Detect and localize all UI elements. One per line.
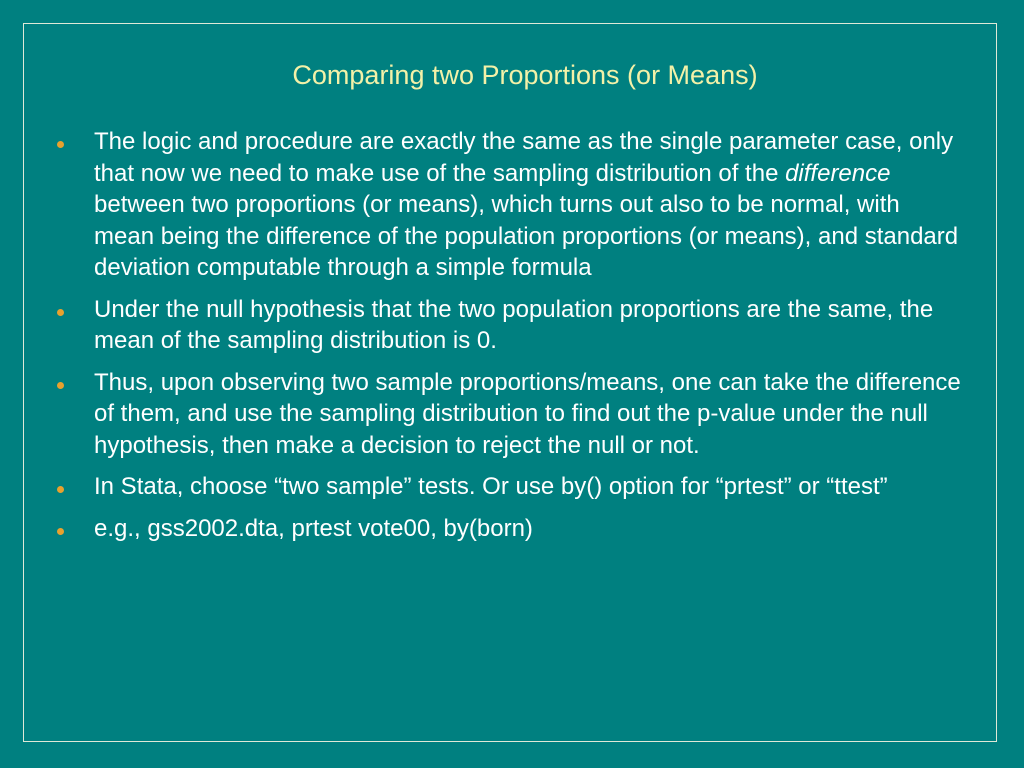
bullet-text-5: e.g., gss2002.dta, prtest vote00, by(born) bbox=[94, 514, 533, 542]
bullet-text-4: In Stata, choose “two sample” tests. Or use by() option for “prtest” or “ttest” bbox=[94, 473, 888, 500]
bullet-dot-icon bbox=[57, 309, 64, 316]
bullet-text-1 bbox=[94, 128, 958, 281]
bullet-item-4 bbox=[54, 471, 964, 503]
bullet-item-3 bbox=[54, 367, 964, 462]
bullet-text-3: Thus, upon observing two sample proportions/means, one can take the difference of them, and use the sampling distribution to find out the p-value under the null hypothesis, then make a decision to reject the null or not. bbox=[94, 368, 961, 459]
bullet-text-2: Under the null hypothesis that the two population proportions are the same, the mean of the sampling distribution is 0. bbox=[94, 295, 934, 354]
bullet-text-1-part-1: The logic and procedure are exactly the same as the single parameter case, only that now we need to make use of the sampling distribution of the bbox=[94, 128, 954, 187]
bullet-item-1 bbox=[54, 126, 964, 284]
slide-title: Comparing two Proportions (or Means) bbox=[292, 60, 758, 90]
bullet-dot-icon bbox=[57, 382, 64, 389]
bullet-dot-icon bbox=[57, 486, 64, 493]
bullet-item-2 bbox=[54, 294, 964, 357]
bullet-dot-icon bbox=[57, 141, 64, 148]
bullet-list bbox=[54, 126, 964, 554]
bullet-dot-icon bbox=[57, 528, 64, 535]
bullet-item-5 bbox=[54, 513, 964, 545]
bullet-text-1-emphasis: difference bbox=[785, 159, 891, 187]
bullet-text-1-part-2: between two proportions (or means), which turns out also to be normal, with mean being the difference of the population proportions (or means), and standard deviation computable through a simple formula bbox=[94, 191, 959, 281]
